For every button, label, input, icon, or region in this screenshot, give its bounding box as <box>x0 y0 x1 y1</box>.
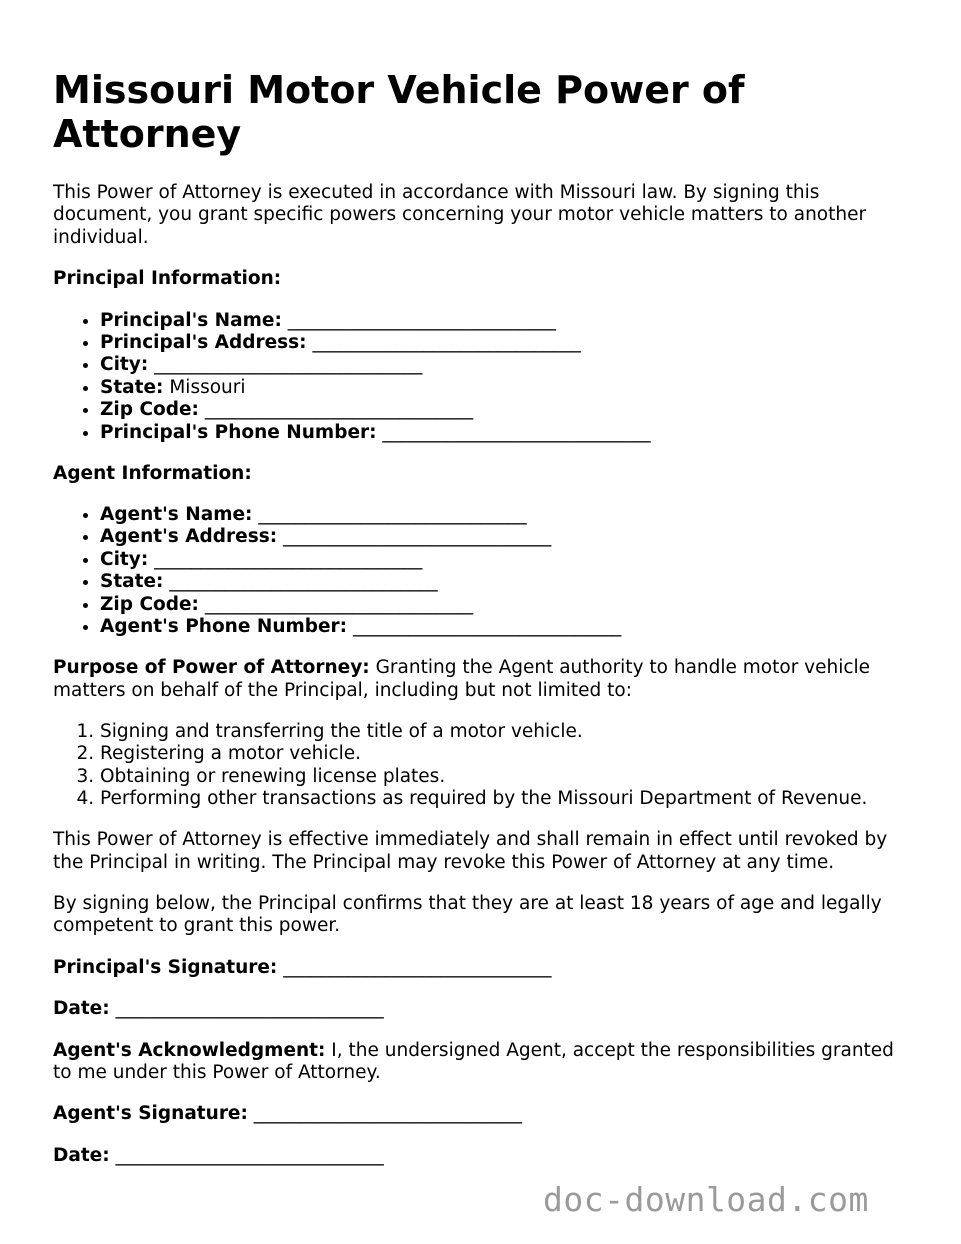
signature-blank: _____________________________ <box>283 956 552 978</box>
field-label: State: <box>100 571 164 593</box>
field-label: Principal's Phone Number: <box>100 421 377 443</box>
agent-city-field <box>100 549 913 571</box>
principal-state-field <box>100 377 913 399</box>
principal-signature-line <box>53 957 913 979</box>
signature-label: Principal's Signature: <box>53 956 278 978</box>
watermark: doc-download.com <box>543 1180 869 1219</box>
field-label: City: <box>100 548 149 570</box>
principal-phone-field <box>100 422 913 444</box>
agent-zip-field <box>100 594 913 616</box>
date-label: Date: <box>53 998 110 1020</box>
purpose-item: 4. Performing other transactions as required by the Missouri Department of Revenue. <box>100 788 913 810</box>
principal-name-field <box>100 310 913 332</box>
field-value: _____________________________ <box>169 571 438 593</box>
field-value: _____________________________ <box>382 421 651 443</box>
date-blank: _____________________________ <box>115 1144 384 1166</box>
purpose-label: Purpose of Power of Attorney: <box>53 657 370 679</box>
effective-paragraph: This Power of Attorney is effective immediately and shall remain in effect until revoked by the Principal in writing. The Principal may revoke this Power of Attorney at any time. <box>53 829 888 873</box>
document-page <box>53 68 913 1186</box>
purpose-text: Granting the Agent authority to handle motor vehicle matters on behalf of the Principal, including but not limited to: <box>53 657 871 701</box>
principal-city-field <box>100 354 913 376</box>
date-blank: _____________________________ <box>115 998 384 1020</box>
signature-label: Agent's Signature: <box>53 1103 248 1125</box>
field-label: Agent's Name: <box>100 504 253 526</box>
agent-address-field <box>100 526 913 548</box>
principal-address-field <box>100 332 913 354</box>
confirm-paragraph: By signing below, the Principal confirms that they are at least 18 years of age and legally competent to grant this power. <box>53 892 882 937</box>
agent-ack-paragraph <box>53 1040 913 1085</box>
signature-blank: _____________________________ <box>253 1103 523 1125</box>
document-title: Missouri Motor Vehicle Power of Attorney <box>53 68 745 156</box>
field-label: Principal's Address: <box>100 332 307 354</box>
field-label: Agent's Phone Number: <box>100 616 348 638</box>
agent-section-heading: Agent Information: <box>53 462 252 484</box>
purpose-list <box>53 721 913 811</box>
field-value: _____________________________ <box>258 504 527 526</box>
field-value: _____________________________ <box>154 548 423 570</box>
agent-fields-list <box>53 504 913 638</box>
agent-signature-line <box>53 1103 913 1125</box>
agent-state-field <box>100 571 913 593</box>
field-label: City: <box>100 354 149 376</box>
principal-section-heading: Principal Information: <box>53 268 282 290</box>
purpose-item: 3. Obtaining or renewing license plates. <box>100 766 913 788</box>
agent-name-field <box>100 504 913 526</box>
field-label: Agent's Address: <box>100 526 278 548</box>
agent-phone-field <box>100 616 913 638</box>
field-value: _____________________________ <box>204 593 474 615</box>
agent-date-line <box>53 1145 913 1167</box>
purpose-item: 2. Registering a motor vehicle. <box>100 743 913 765</box>
agent-ack-text: I, the undersigned Agent, accept the responsibilities granted to me under this Power of Attorney. <box>53 1039 894 1083</box>
purpose-paragraph <box>53 657 913 702</box>
date-label: Date: <box>53 1144 110 1166</box>
agent-ack-label: Agent's Acknowledgment: <box>53 1039 326 1061</box>
field-value: _____________________________ <box>352 616 622 638</box>
purpose-item: 1. Signing and transferring the title of a motor vehicle. <box>100 721 913 743</box>
field-label: Zip Code: <box>100 593 199 615</box>
principal-date-line <box>53 998 913 1020</box>
principal-zip-field <box>100 399 913 421</box>
field-value: _____________________________ <box>204 399 474 421</box>
principal-fields-list <box>53 310 913 444</box>
field-label: Zip Code: <box>100 399 199 421</box>
field-label: Principal's Name: <box>100 309 282 331</box>
field-value: _____________________________ <box>287 309 557 331</box>
field-label: State: <box>100 376 164 398</box>
field-value: _____________________________ <box>312 332 581 354</box>
field-value: Missouri <box>169 376 246 398</box>
field-value: _____________________________ <box>154 354 423 376</box>
field-value: _____________________________ <box>283 526 552 548</box>
intro-paragraph: This Power of Attorney is executed in accordance with Missouri law. By signing this document, you grant specific powers concerning your motor vehicle matters to another individual. <box>53 182 867 248</box>
